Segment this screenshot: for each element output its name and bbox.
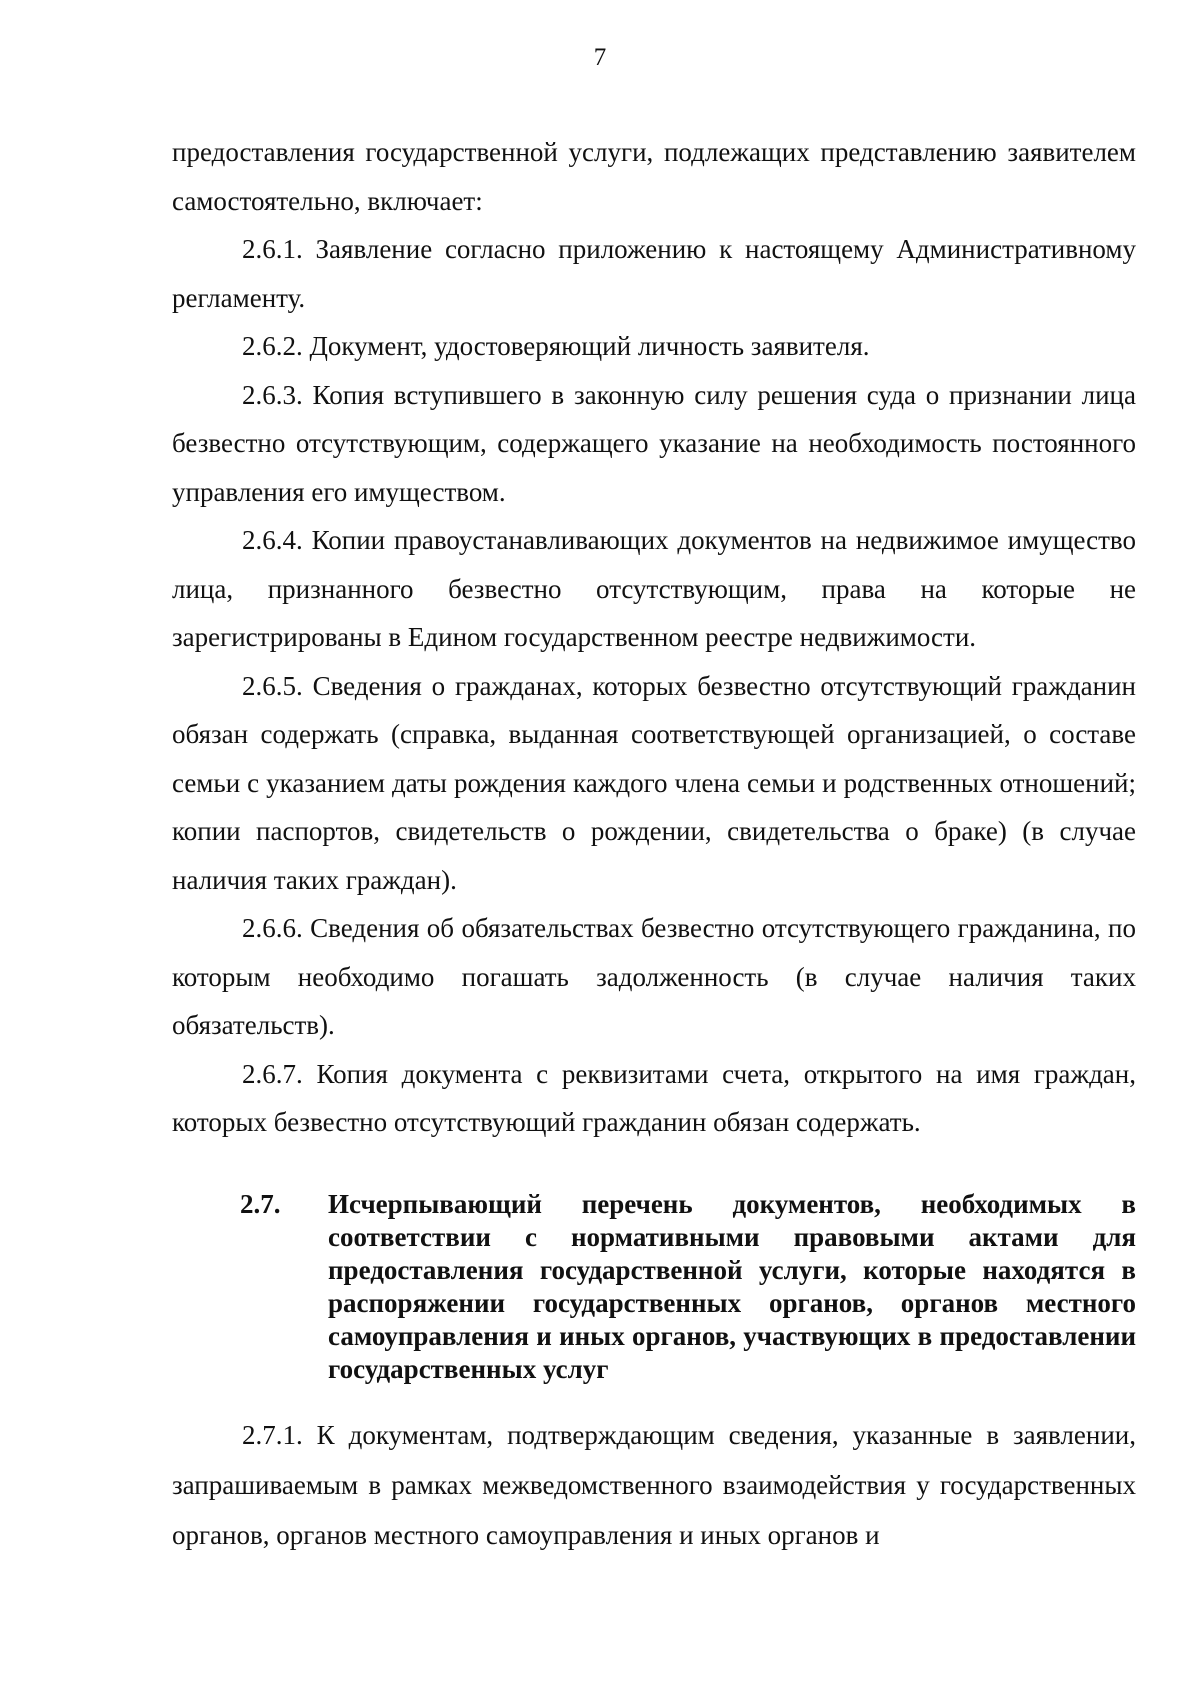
paragraph-2-7-1: 2.7.1. К документам, подтверждающим сведения, указанные в заявлении, запрашиваемым в рамках межведомственного взаимодействия у государственных органов, органов местного самоуправления и иных органов и <box>172 1420 1136 1550</box>
paragraph-2-6-5: 2.6.5. Сведения о гражданах, которых безвестно отсутствующий гражданин обязан содержать (справка, выданная соответствующей организацией, о составе семьи с указанием даты рождения каждого члена семьи и родственных отношений; копии паспортов, свидетельств о рождении, свидетельства о браке) (в случае наличия таких граждан). <box>172 670 1136 895</box>
document-body-continued <box>172 1410 1136 1560</box>
section-title: Исчерпывающий перечень документов, необходимых в соответствии с нормативными правовыми актами для предоставления государственной услуги, которые находятся в распоряжении государственных органов, органов местного самоуправления и иных органов, участвующих в предоставлении государственных услуг <box>328 1189 1136 1384</box>
paragraph-2-6-6: 2.6.6. Сведения об обязательствах безвестно отсутствующего гражданина, по которым необходимо погашать задолженность (в случае наличия таких обязательств). <box>172 913 1136 1040</box>
paragraph-2-6-7: 2.6.7. Копия документа с реквизитами счета, открытого на имя граждан, которых безвестно отсутствующий гражданин обязан содержать. <box>172 1058 1136 1137</box>
paragraph-2-6-3: 2.6.3. Копия вступившего в законную силу решения суда о признании лица безвестно отсутствующим, содержащего указание на необходимость постоянного управления его имуществом. <box>172 379 1136 507</box>
paragraph-2-6-2: 2.6.2. Документ, удостоверяющий личность заявителя. <box>242 331 870 361</box>
paragraph-continuation: предоставления государственной услуги, подлежащих представлению заявителем самостоятельно, включает: <box>172 137 1136 216</box>
paragraph-2-6-4: 2.6.4. Копии правоустанавливающих документов на недвижимое имущество лица, признанного безвестно отсутствующим, права на которые не зарегистрированы в Едином государственном реестре недвижимости. <box>172 525 1136 652</box>
page-number: 7 <box>593 44 607 71</box>
paragraph-2-6-1: 2.6.1. Заявление согласно приложению к настоящему Административному регламенту. <box>172 234 1136 313</box>
section-number: 2.7. <box>240 1189 281 1219</box>
document-body <box>172 128 1136 1147</box>
section-heading-2-7 <box>240 1188 1136 1386</box>
